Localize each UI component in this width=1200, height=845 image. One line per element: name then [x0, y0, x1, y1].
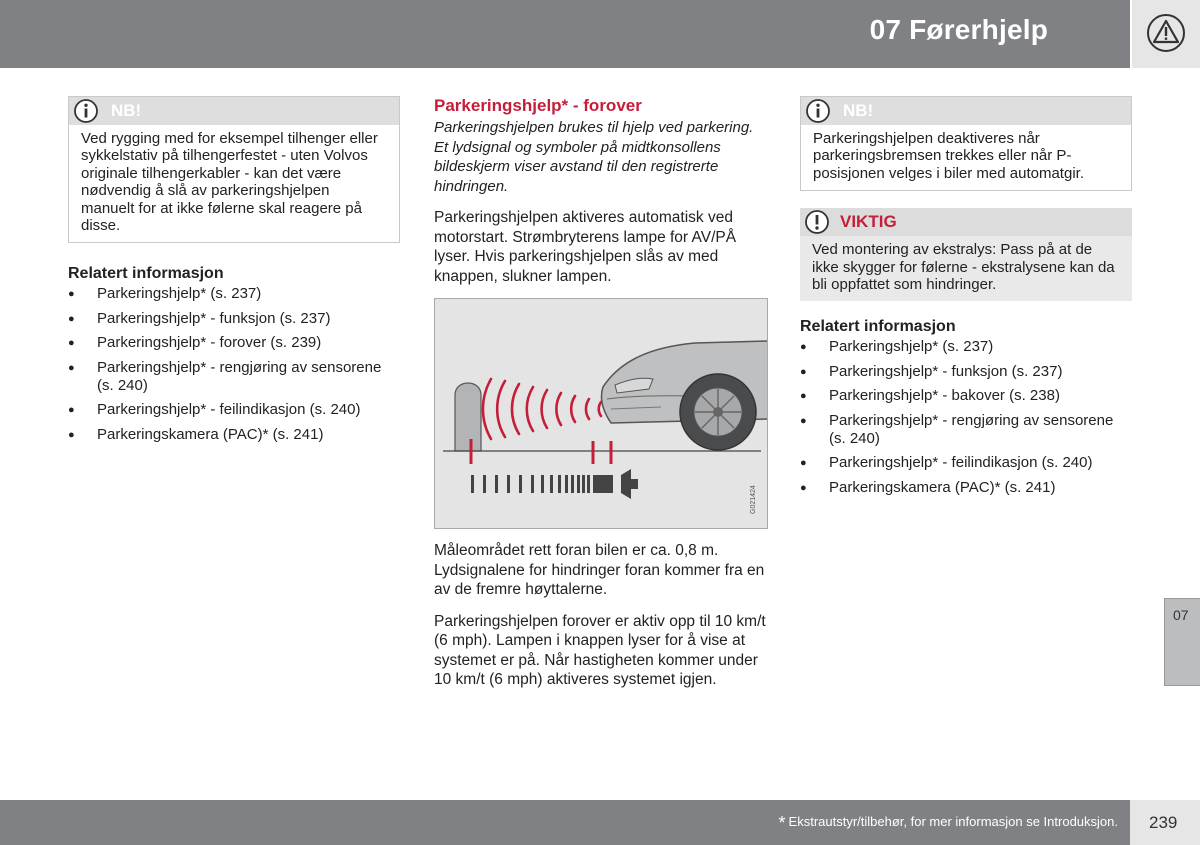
chapter-title: 07 Førerhjelp [869, 14, 1048, 45]
note-box-header [801, 97, 1131, 125]
column-left [68, 96, 400, 450]
important-box-header [800, 208, 1132, 236]
related-link[interactable]: ● Parkeringshjelp* - funksjon (s. 237) [68, 310, 400, 328]
related-link[interactable]: ● Parkeringshjelp* - funksjon (s. 237) [800, 363, 1132, 381]
related-info-list [68, 285, 400, 444]
paragraph-speed: Parkeringshjelpen forover er aktiv opp til 10 km/t (6 mph). Lampen i knappen lyser for å vise at systemet er på. Når hastigheten kommer under 10 km/t (6 mph) aktiveres systemet igjen. [434, 612, 766, 688]
footer-note [779, 813, 1118, 834]
paragraph-range: Måleområdet rett foran bilen er ca. 0,8 m. Lydsignalene for hindringer foran kommer fra en av de fremre høyttalerne. [434, 542, 765, 598]
chapter-icon-box [1132, 0, 1200, 68]
note-label: NB! [111, 101, 142, 120]
page-footer [0, 800, 1130, 845]
related-link[interactable]: ● Parkeringshjelp* - rengjøring av sensorene (s. 240) [68, 359, 400, 395]
chapter-header [0, 0, 1130, 68]
related-link[interactable]: ● Parkeringshjelp* - bakover (s. 238) [800, 387, 1132, 405]
related-info-title: Relatert informasjon [68, 265, 224, 283]
related-link[interactable]: ● Parkeringshjelp* - feilindikasjon (s. 240) [68, 401, 400, 419]
note-box-header [69, 97, 399, 125]
parking-sensor-illustration [434, 298, 768, 529]
page-number: 239 [1149, 813, 1178, 832]
related-info-list [800, 338, 1132, 497]
paragraph-activation: Parkeringshjelpen aktiveres automatisk ved motorstart. Strømbryterens lampe for AV/PÅ lyser. Hvis parkeringshjelpen slås av med knappen, slukner lampen. [434, 209, 737, 285]
image-code: G021424 [750, 485, 757, 514]
related-link[interactable]: ● Parkeringskamera (PAC)* (s. 241) [68, 426, 400, 444]
warning-triangle-icon [1146, 13, 1186, 53]
note-text: Parkeringshjelpen deaktiveres når parkeringsbremsen trekkes eller når P-posisjonen velges i biler med automatgir. [813, 130, 1084, 182]
related-info-title: Relatert informasjon [800, 318, 956, 336]
note-box [800, 96, 1132, 191]
important-label: VIKTIG [840, 212, 897, 232]
page-number-box [1130, 800, 1200, 845]
info-icon [805, 98, 831, 124]
related-link[interactable]: ● Parkeringshjelp* - forover (s. 239) [68, 334, 400, 352]
note-text: Ved rygging med for eksempel tilhenger eller sykkelstativ på tilhengerfestet - uten Volvos originale tilhengerkabler - kan det være nødvendig å slå av parkeringshjelpen manuelt for at ikke følerne skal reagere på disse. [81, 130, 378, 235]
related-link[interactable]: ● Parkeringshjelp* (s. 237) [68, 285, 400, 303]
info-icon [73, 98, 99, 124]
note-label: NB! [843, 101, 874, 120]
exclamation-icon [804, 209, 830, 235]
related-link[interactable]: ● Parkeringskamera (PAC)* (s. 241) [800, 479, 1132, 497]
related-link[interactable]: ● Parkeringshjelp* - feilindikasjon (s. 240) [800, 454, 1132, 472]
related-link[interactable]: ● Parkeringshjelp* (s. 237) [800, 338, 1132, 356]
footer-star: * [778, 813, 786, 833]
note-box [68, 96, 400, 243]
column-right [800, 96, 1132, 503]
related-link[interactable]: ● Parkeringshjelp* - rengjøring av sensorene (s. 240) [800, 412, 1132, 448]
section-intro: Parkeringshjelpen brukes til hjelp ved parkering. Et lydsignal og symboler på midtkonsollens bildeskjerm viser avstand til den registrerte hindringen. [434, 119, 754, 195]
car-front-sensor-drawing [435, 299, 768, 529]
chapter-side-tab-label: 07 [1173, 607, 1189, 623]
footer-note-text: Ekstrautstyr/tilbehør, for mer informasjon se Introduksjon. [788, 814, 1118, 829]
chapter-side-tab[interactable] [1164, 598, 1200, 686]
section-title: Parkeringshjelp* - forover [434, 96, 642, 115]
column-middle [434, 96, 768, 690]
important-text: Ved montering av ekstralys: Pass på at de ikke skygger for følerne - ekstralysene kan da bli oppfattet som hindringer. [812, 241, 1115, 294]
important-box [800, 208, 1132, 301]
